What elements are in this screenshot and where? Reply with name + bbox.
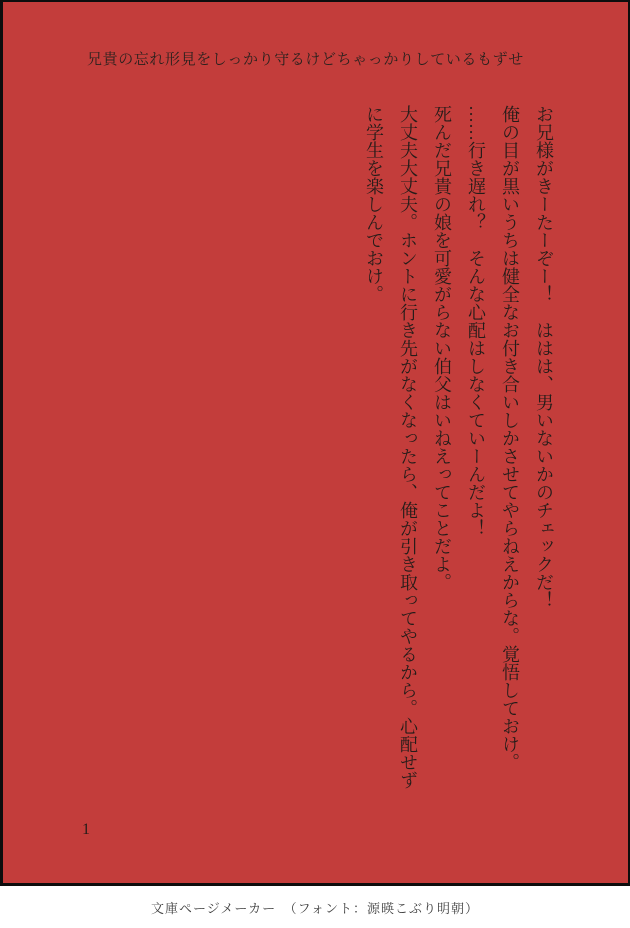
page-header-title: 兄貴の忘れ形見をしっかり守るけどちゃっかりしているもずせ (87, 52, 524, 68)
footer (0, 886, 630, 928)
paragraph: 俺の目が黒いうちは健全なお付き合いしかさせてやらねえからな。覚悟しておけ。 (500, 105, 520, 771)
paragraph: 大丈夫大丈夫。ホントに行き先がなくなったら、俺が引き取ってやるから。心配せずに学生を楽しんでおけ。 (364, 105, 418, 789)
paragraph: お兄様がきーたーぞー！ ははは、男いないかのチェックだ！ (534, 105, 554, 609)
vertical-text-body (357, 105, 561, 795)
paragraph: 死んだ兄貴の娘を可愛がらない伯父はいねえってことだよ。 (432, 105, 452, 591)
page-number: 1 (82, 821, 90, 838)
footer-caption: 文庫ページメーカー （フォント：源暎こぶり明朝） (151, 900, 479, 916)
paragraph: ……行き遅れ？ そんな心配はしなくていーんだよ！ (466, 105, 486, 537)
